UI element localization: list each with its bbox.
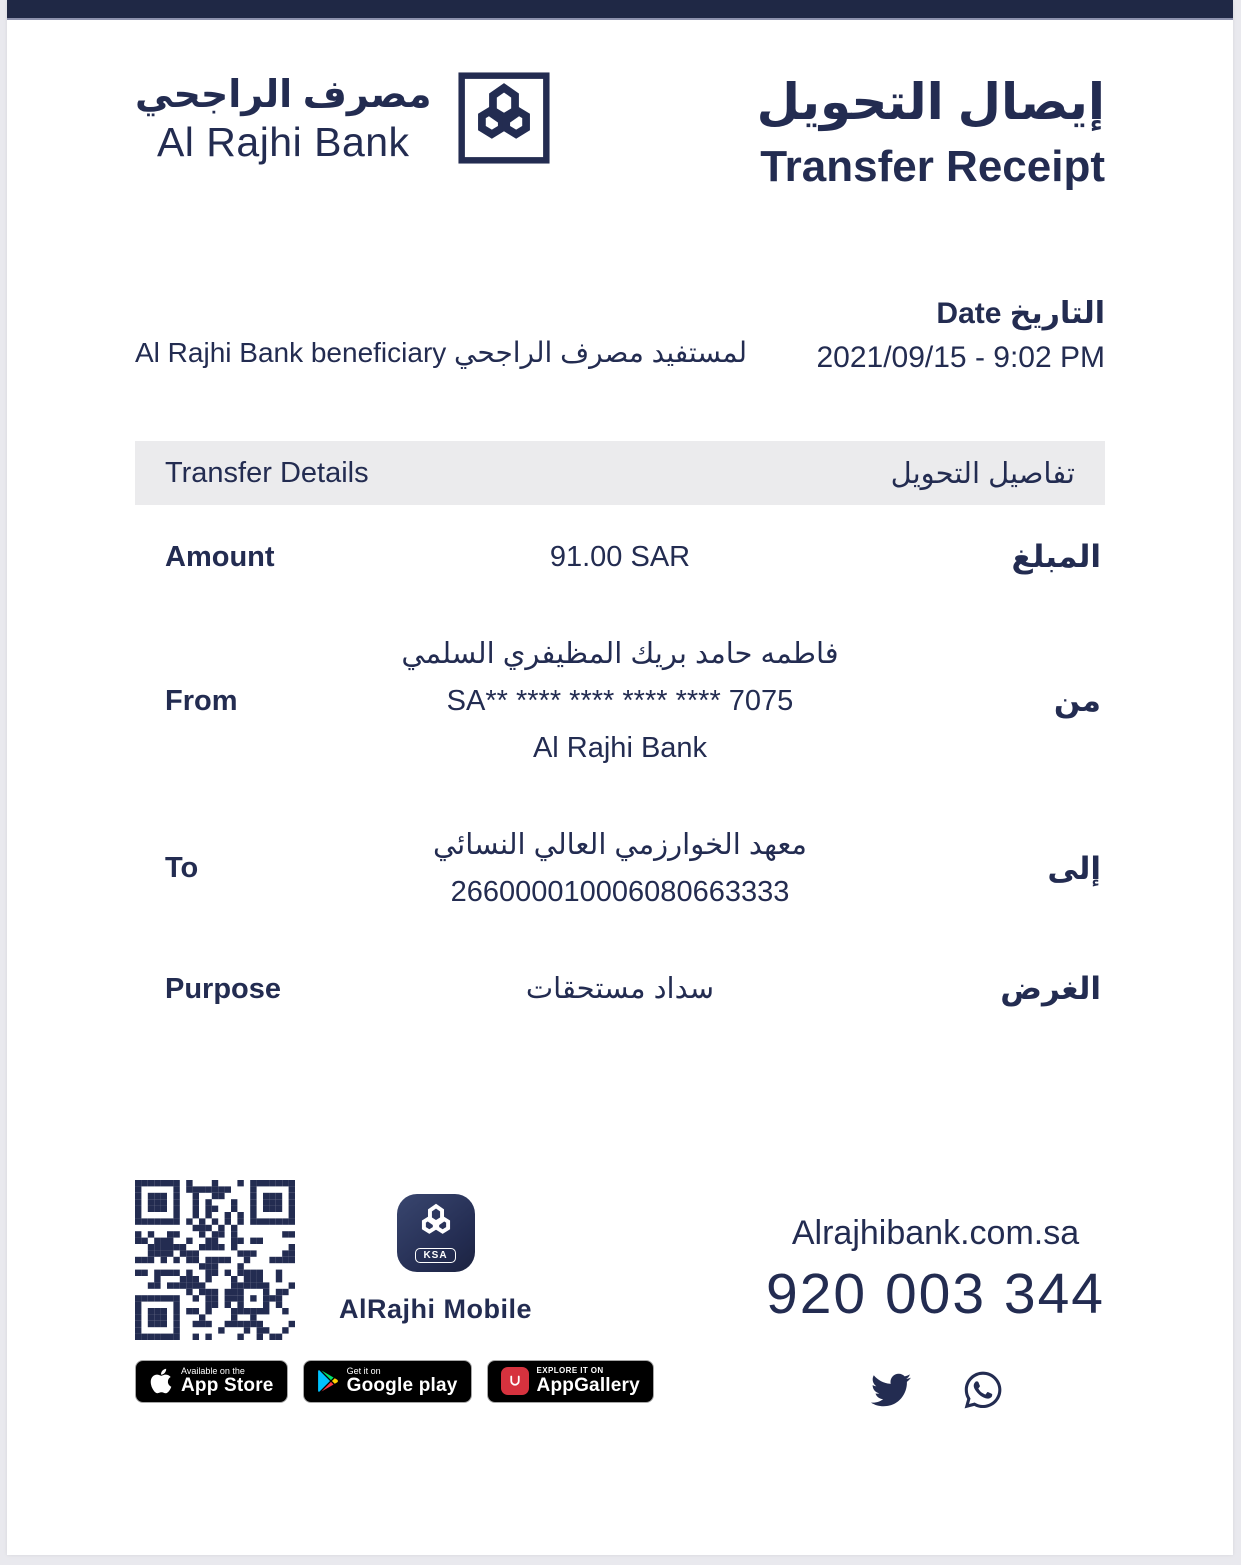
from-value <box>350 631 890 772</box>
ksa-label: KSA <box>415 1248 455 1263</box>
transfer-details-header-english: Transfer Details <box>165 456 369 489</box>
purpose-value: سداد مستحقات <box>525 972 715 1005</box>
detail-row-from <box>135 606 1105 797</box>
app-name-label: AlRajhi Mobile <box>339 1293 533 1324</box>
receipt-page <box>7 0 1233 1555</box>
qr-code <box>135 1180 295 1340</box>
store-badges <box>135 1360 654 1403</box>
receipt-title-english: Transfer Receipt <box>760 142 1105 191</box>
twitter-icon[interactable] <box>868 1370 914 1410</box>
receipt-footer <box>135 1180 1105 1411</box>
to-value <box>350 822 890 916</box>
bank-logo <box>135 72 550 167</box>
social-icons <box>868 1369 1004 1411</box>
detail-row-amount <box>135 509 1105 606</box>
phone-number: 920 003 344 <box>766 1261 1105 1326</box>
whatsapp-icon[interactable] <box>962 1369 1004 1411</box>
detail-row-to <box>135 797 1105 941</box>
to-label-en: To <box>165 852 199 885</box>
amount-label-ar: المبلغ <box>1011 539 1101 575</box>
to-label-ar: إلى <box>1047 850 1101 886</box>
amount-label-en: Amount <box>165 540 275 573</box>
from-sender-name: فاطمه حامد بريك المظيفري السلمي <box>401 637 839 670</box>
transfer-details-table <box>135 509 1105 1038</box>
bank-logo-arabic: مصرف الراجحي <box>135 74 432 116</box>
bank-emblem-icon <box>458 72 550 164</box>
date-section <box>135 296 1105 375</box>
beneficiary-note: Al Rajhi Bank beneficiary لمستفيد مصرف الراجحي <box>135 337 748 368</box>
top-accent-bar <box>7 0 1233 20</box>
to-beneficiary-name: معهد الخوارزمي العالي النسائي <box>433 828 807 861</box>
purpose-label-ar: الغرض <box>1000 971 1101 1007</box>
receipt-title <box>757 72 1105 192</box>
app-store-badge[interactable]: Available on the App Store <box>135 1360 288 1403</box>
app-gallery-badge[interactable]: EXPLORE IT ON AppGallery <box>487 1360 654 1403</box>
from-label-ar: من <box>1053 683 1101 719</box>
receipt-title-arabic: إيصال التحويل <box>756 74 1105 130</box>
date-label: التاريخ Date <box>936 297 1105 330</box>
contact-block <box>766 1180 1105 1411</box>
alrajhi-mobile-app-icon <box>397 1194 475 1272</box>
huawei-icon <box>501 1367 529 1395</box>
to-account-number: 266000010006080663333 <box>450 875 790 908</box>
date-value: 2021/09/15 - 9:02 PM <box>816 341 1105 374</box>
receipt-header <box>135 72 1105 192</box>
purpose-label-en: Purpose <box>165 972 282 1005</box>
from-bank-name: Al Rajhi Bank <box>532 731 708 764</box>
google-play-badge[interactable]: Get it on Google play <box>303 1360 472 1403</box>
from-masked-account: SA** **** **** **** **** 7075 <box>446 684 794 717</box>
amount-value: 91.00 SAR <box>549 541 691 573</box>
transfer-details-header-arabic: تفاصيل التحويل <box>890 457 1075 490</box>
website-text: Alrajhibank.com.sa <box>791 1213 1080 1252</box>
from-label-en: From <box>165 684 238 717</box>
transfer-details-header <box>135 441 1105 505</box>
detail-row-purpose <box>135 941 1105 1038</box>
bank-logo-english: Al Rajhi Bank <box>156 118 410 165</box>
